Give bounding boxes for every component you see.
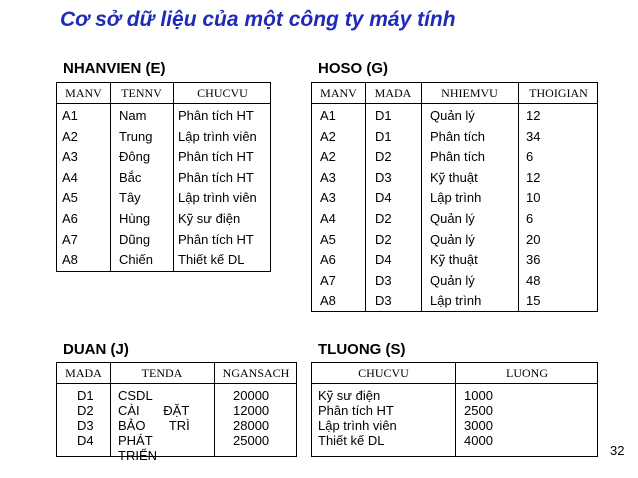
table-cell: Thiết kế DL [178, 252, 245, 268]
table-cell: Phân tích HT [178, 149, 254, 165]
header-cell: MANV [320, 86, 357, 100]
table-cell: A7 [320, 272, 336, 288]
header-cell: LUONG [506, 366, 548, 380]
table-cell: 48 [526, 272, 541, 288]
table-cell: A3 [62, 149, 78, 165]
table-cell: 6 [526, 210, 534, 226]
column-divider [214, 363, 215, 456]
hoso-col-thoigian [526, 106, 540, 312]
table-cell: 36 [526, 252, 541, 268]
table-cell: Phân tích HT [178, 231, 254, 247]
table-cell: D2 [77, 403, 94, 418]
table-cell: D3 [375, 293, 392, 309]
table-cell: Kỹ thuật [430, 252, 478, 268]
table-cell: 12000 [233, 403, 270, 418]
table-cell: Phân tích HT [178, 169, 254, 185]
table-cell: A6 [320, 252, 336, 268]
column-divider [421, 83, 422, 311]
nhanvien-label: NHANVIEN (E) [63, 60, 166, 77]
column-divider [110, 363, 111, 456]
table-cell: D1 [375, 108, 392, 123]
header-cell: CHUCVU [197, 86, 248, 100]
table-cell: A3 [320, 190, 336, 206]
hoso-header [312, 83, 597, 104]
header-cell: THOIGIAN [529, 86, 588, 100]
nhanvien-col-chucvu [178, 106, 257, 271]
table-cell: A2 [62, 128, 78, 144]
table-cell: D3 [77, 418, 94, 433]
column-divider [173, 83, 174, 271]
duan-col-ngansach [233, 388, 269, 448]
table-cell: Phân tích [430, 128, 485, 144]
table-cell: A5 [320, 231, 336, 247]
hoso-col-manv [320, 106, 336, 312]
tluong-table [311, 362, 598, 457]
hoso-label: HOSO (G) [318, 60, 388, 77]
table-cell: 20 [526, 231, 541, 247]
nhanvien-table [56, 82, 271, 272]
column-divider [110, 83, 111, 271]
table-cell: 2500 [464, 403, 493, 418]
table-cell: A7 [62, 231, 78, 247]
table-cell: Kỹ sư điện [178, 210, 241, 226]
nhanvien-col-tennv [119, 106, 153, 271]
table-cell: A4 [62, 169, 78, 185]
table-cell: D4 [77, 433, 94, 448]
hoso-col-mada [375, 106, 392, 312]
table-cell: A6 [62, 210, 78, 226]
table-cell: D2 [375, 231, 392, 247]
slide-title: Cơ sở dữ liệu của một công ty máy tính [60, 8, 456, 31]
table-cell: 28000 [233, 418, 270, 433]
header-cell: CHUCVU [358, 366, 409, 380]
table-cell: BẢO TRÌ [118, 418, 190, 433]
header-cell: NGANSACH [222, 366, 290, 380]
table-cell: D4 [375, 190, 392, 206]
hoso-table [311, 82, 598, 312]
table-cell: A4 [320, 210, 336, 226]
table-cell: Bắc [119, 169, 142, 185]
table-cell: Thiết kế DL [318, 433, 385, 448]
table-cell: Quản lý [430, 231, 475, 247]
header-cell: TENNV [121, 86, 162, 100]
table-cell: D4 [375, 252, 392, 268]
table-cell: 20000 [233, 388, 270, 403]
duan-table [56, 362, 297, 463]
table-cell: A2 [320, 128, 336, 144]
page-number: 32 [610, 443, 625, 458]
table-cell: A3 [320, 169, 336, 185]
duan-header [57, 363, 296, 384]
table-cell: 6 [526, 149, 534, 165]
table-cell: Nam [119, 108, 147, 123]
table-cell: 34 [526, 128, 541, 144]
table-cell: A1 [320, 108, 336, 123]
table-cell: CÀI ĐẶT [118, 403, 190, 418]
table-cell: A1 [62, 108, 78, 123]
table-cell: D3 [375, 272, 392, 288]
table-cell: D1 [77, 388, 94, 403]
table-cell: A8 [320, 293, 336, 309]
table-cell: Phân tích HT [318, 403, 394, 418]
tluong-col-chucvu [318, 388, 397, 448]
table-cell: Lập trình [430, 293, 482, 309]
hoso-col-nhiemvu [430, 106, 485, 312]
table-cell: D2 [375, 210, 392, 226]
duan-col-mada [77, 388, 94, 448]
table-cell: A2 [320, 149, 336, 165]
duan-col-tenda [118, 388, 208, 463]
header-cell: MADA [374, 86, 412, 100]
table-cell: Quản lý [430, 210, 475, 226]
table-cell: Chiến [119, 252, 153, 268]
table-cell: Lập trình [430, 190, 482, 206]
header-cell: MANV [65, 86, 102, 100]
table-cell: Hùng [119, 210, 151, 226]
tluong-label: TLUONG (S) [318, 341, 406, 358]
column-divider [518, 83, 519, 311]
column-divider [365, 83, 366, 311]
table-cell: 25000 [233, 433, 270, 448]
table-cell: A5 [62, 190, 78, 206]
table-cell: Trung [119, 128, 153, 144]
table-cell: Quản lý [430, 108, 475, 123]
table-cell: Lập trình viên [178, 128, 257, 144]
header-cell: NHIEMVU [441, 86, 498, 100]
table-cell: Kỹ sư điện [318, 388, 381, 403]
table-cell: 1000 [464, 388, 493, 403]
table-cell: D2 [375, 149, 392, 165]
table-cell: PHÁT TRIỂN [118, 433, 157, 463]
table-cell: Lập trình viên [178, 190, 257, 206]
table-cell: Đông [119, 149, 151, 165]
duan-label: DUAN (J) [63, 341, 129, 358]
table-cell: CSDL [118, 388, 153, 403]
table-cell: Quản lý [430, 272, 475, 288]
header-cell: MADA [65, 366, 102, 380]
header-cell: TENDA [141, 366, 183, 380]
table-cell: 12 [526, 169, 541, 185]
table-cell: 15 [526, 293, 541, 309]
table-cell: 4000 [464, 433, 493, 448]
table-cell: 3000 [464, 418, 493, 433]
table-cell: 10 [526, 190, 541, 206]
table-cell: A8 [62, 252, 78, 268]
table-cell: Lập trình viên [318, 418, 397, 433]
table-cell: Dũng [119, 231, 151, 247]
tluong-col-luong [464, 388, 493, 448]
table-cell: Kỹ thuật [430, 169, 478, 185]
table-cell: Phân tích HT [178, 108, 254, 123]
nhanvien-header [57, 83, 270, 104]
table-cell: D1 [375, 128, 392, 144]
table-cell: Phân tích [430, 149, 485, 165]
nhanvien-col-manv [62, 106, 78, 271]
table-cell: Tây [119, 190, 141, 206]
table-cell: D3 [375, 169, 392, 185]
table-cell: 12 [526, 108, 541, 123]
column-divider [455, 363, 456, 456]
